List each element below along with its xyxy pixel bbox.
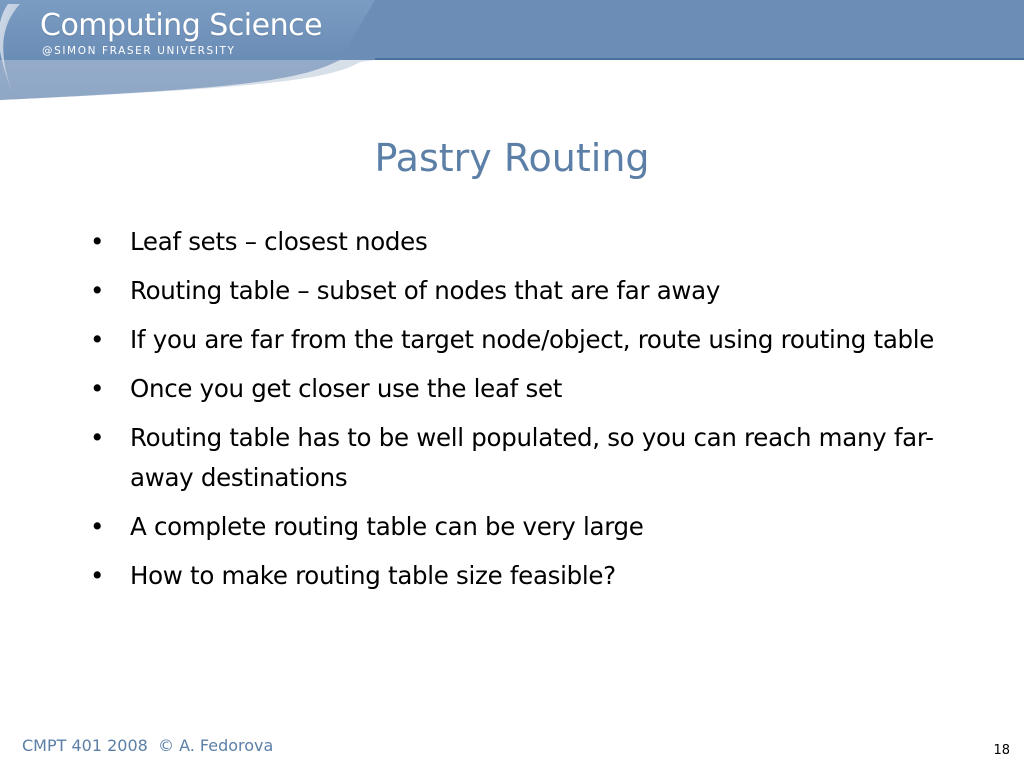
bullet-text: Leaf sets – closest nodes [130,227,428,256]
bullet-item [88,320,948,360]
bullet-text: If you are far from the target node/object, route using routing table [130,325,935,354]
bullet-marker: • [90,512,105,541]
bullet-item [88,507,948,547]
bullet-marker: • [90,374,105,403]
bullet-item [88,369,948,409]
bullet-marker: • [90,227,105,256]
logo-subtitle: @SIMON FRASER UNIVERSITY [42,45,236,57]
bullet-item [88,556,948,596]
bullet-item [88,271,948,311]
department-logo [40,8,322,58]
header-banner [0,0,1024,100]
bullet-text: Once you get closer use the leaf set [130,374,563,403]
bullet-item [88,222,948,262]
bullet-text: Routing table – subset of nodes that are far away [130,276,721,305]
footer-course-credit: CMPT 401 2008 © A. Fedorova [22,736,274,755]
page-number: 18 [993,743,1010,758]
bullet-text: How to make routing table size feasible? [130,561,616,590]
slide-title: Pastry Routing [374,136,650,181]
bullet-marker: • [90,276,105,305]
bullet-list [88,222,948,605]
bullet-text: Routing table has to be well populated, so you can reach many far-away destinations [130,423,934,492]
bullet-marker: • [90,325,105,354]
bullet-marker: • [90,561,105,590]
bullet-marker: • [90,423,105,452]
bullet-text: A complete routing table can be very large [130,512,644,541]
logo-title: Computing Science [40,8,323,43]
bullet-item [88,418,948,498]
